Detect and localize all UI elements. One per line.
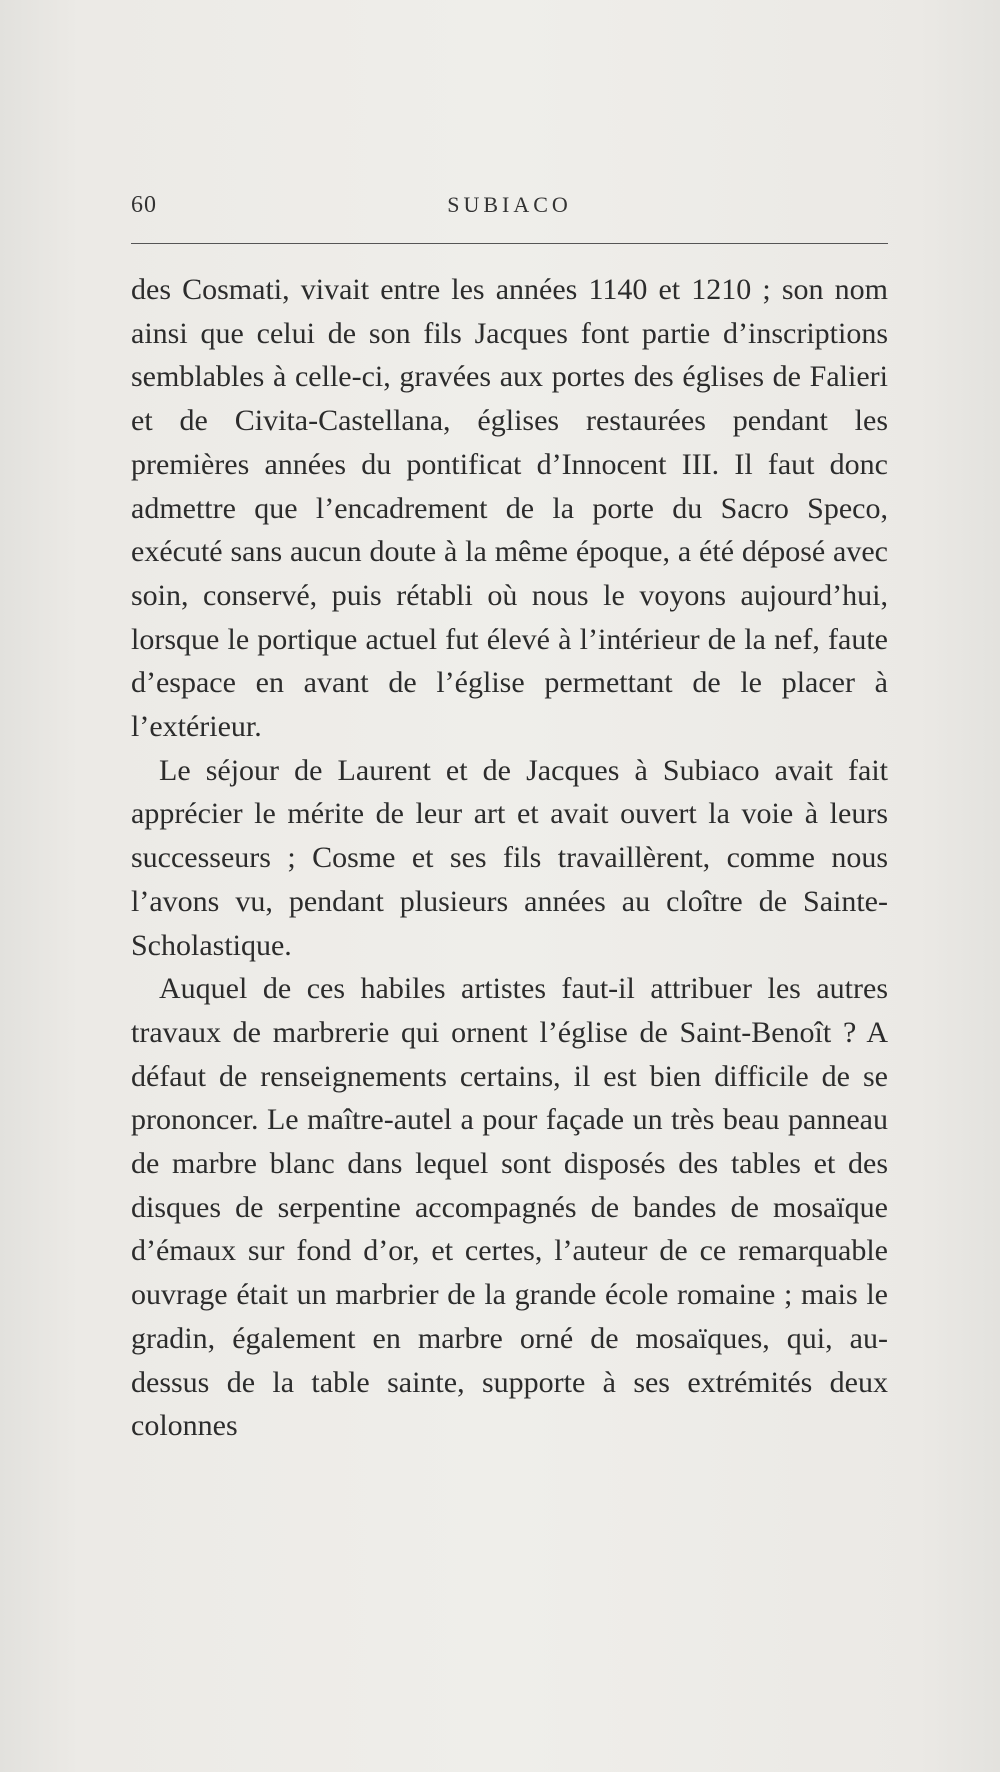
running-title: SUBIACO <box>447 192 572 217</box>
page-number: 60 <box>131 192 157 218</box>
paragraph-marble-works: Auquel de ces habiles artistes faut-il attribuer les autres travaux de marbrerie qui ornent l’église de Saint-Benoît ? A défaut de renseignements certains, il est bien difficile de se prononcer. Le maître-autel a pour façade un très beau panneau de marbre blanc dans lequel sont disposés des tables et des disques de serpentine accompagnés de bandes de mosaïque d’émaux sur fond d’or, et certes, l’auteur de ce remarquable ouvrage était un marbrier de la grande école romaine ; mais le gradin, également en marbre orné de mosaïques, qui, au-dessus de la table sainte, supporte à ses extrémités deux colonnes <box>131 972 888 1443</box>
paragraph-continued: des Cosmati, vivait entre les années 1140 et 1210 ; son nom ainsi que celui de son fils Jacques font partie d’inscriptions semblables à celle-ci, gravées aux portes des églises de Falieri et de Civita-Castellana, églises restaurées pendant les premières années du pontificat d’Innocent III. Il faut donc admettre que l’encadrement de la porte du Sacro Speco, exécuté sans aucun doute à la même époque, a été déposé avec soin, conservé, puis rétabli où nous le voyons aujourd’hui, lorsque le portique actuel fut élevé à l’intérieur de la nef, faute d’espace en avant de l’église permettant de le placer à l’extérieur. <box>131 273 888 744</box>
running-head <box>131 192 888 228</box>
body-text <box>131 268 888 1448</box>
paragraph-subiaco-successors: Le séjour de Laurent et de Jacques à Subiaco avait fait apprécier le mérite de leur art et avait ouvert la voie à leurs successeurs ; Cosme et ses fils travaillèrent, comme nous l’avons vu, pendant plusieurs années au cloître de Sainte-Scholastique. <box>131 753 888 962</box>
header-rule <box>131 243 888 244</box>
